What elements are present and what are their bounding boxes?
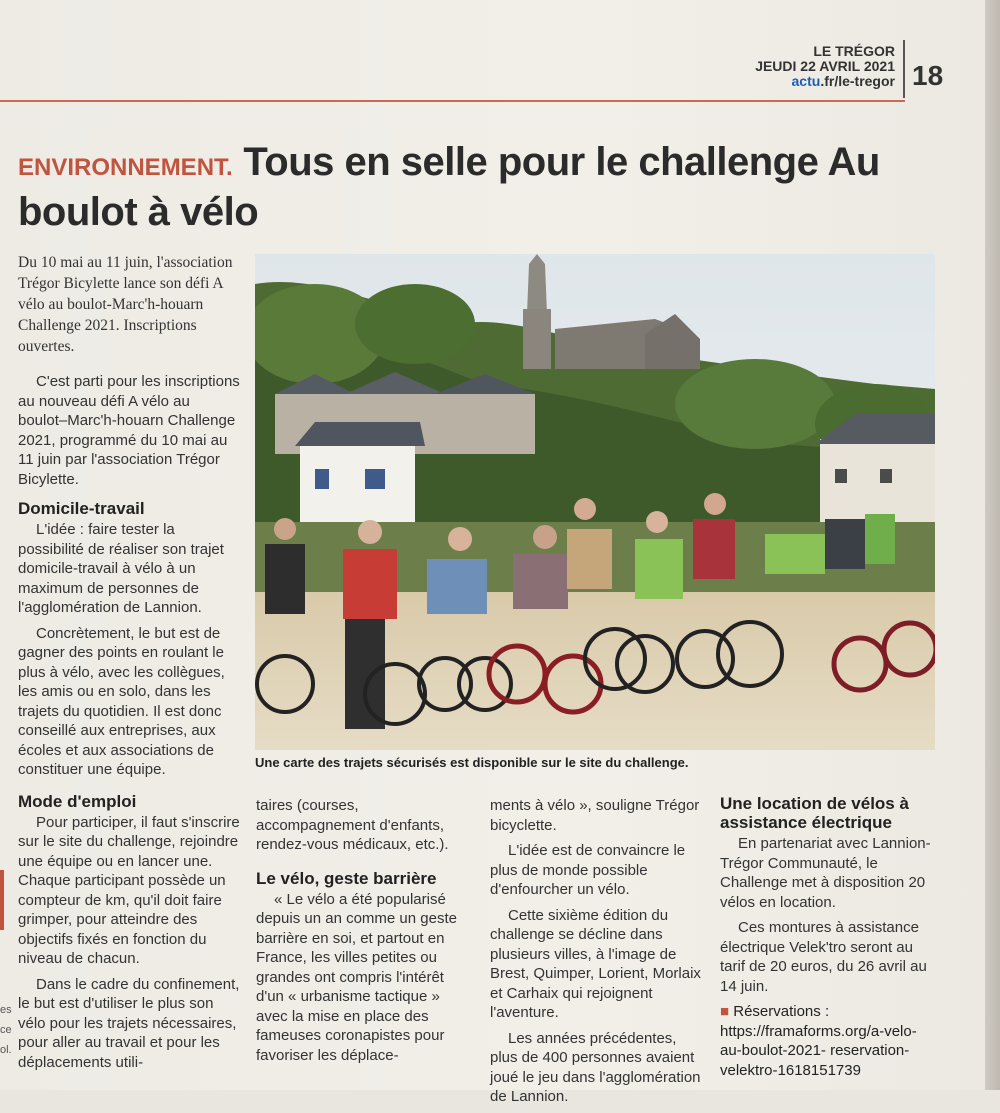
paragraph: Pour participer, il faut s'inscrire sur le site du challenge, rejoindre une équipe ou en lancer une. Chaque participant possède un compteur de km, qu'il doit faire grimper, pour atteindre des objectifs fixés en fonction du niveau de chacun. [18,813,240,967]
paragraph: L'idée est de convaincre le plus de monde possible d'enfourcher un vélo. [490,842,686,898]
left-margin-fragments [0,1000,12,1060]
section-heading-domicile: Domicile-travail [18,499,145,518]
header-rule [0,100,905,102]
margin-fragment: ce [0,1024,12,1036]
section-heading-geste: Le vélo, geste barrière [256,868,437,888]
margin-color-mark [0,870,4,930]
header-divider [903,40,905,98]
reservation-link[interactable] [720,1002,932,1080]
article-photo [255,254,935,750]
page-edge [985,0,1000,1090]
column-1 [18,372,240,1078]
site-path: .fr/le-tregor [820,73,895,89]
kicker: ENVIRONNEMENT. [18,154,233,181]
intro-paragraph: C'est parti pour les inscriptions au nouveau défi A vélo au boulot–Marc'h-houarn Challenge 2021, programmé du 10 mai au 11 juin par l'association Trégor Bicylette. [18,373,240,488]
reservation-text: Réservations : https://framaforms.org/a-velo-au-boulot-2021- reservation-velektro-1618151739 [720,1003,917,1079]
headline [18,140,958,234]
margin-fragment: es [0,1004,12,1016]
photo-caption: Une carte des trajets sécurisés est disponible sur le site du challenge. [255,755,689,770]
paragraph: ments à vélo », souligne Trégor bicyclette. [490,797,700,834]
brand-actu: actu [791,73,821,89]
column-3 [490,796,702,1113]
paragraph: L'idée : faire tester la possibilité de réaliser son trajet domicile-travail à vélo à un maximum de personnes de l'agglomération de Lannion. [18,521,224,616]
issue-date: JEUDI 22 AVRIL 2021 [755,58,895,74]
lede: Du 10 mai au 11 juin, l'association Trégor Bicylette lance son défi A vélo au boulot-Marc'h-houarn Challenge 2021. Inscriptions ouvertes. [18,254,233,355]
margin-fragment: ol. [0,1044,12,1056]
paragraph: Ces montures à assistance électrique Velek'tro seront au tarif de 20 euros, du 26 avril au 14 juin. [720,919,927,995]
paper-name: LE TRÉGOR [813,43,895,59]
page-number: 18 [912,60,944,91]
paragraph: Cette sixième édition du challenge se décline dans plusieurs villes, à l'image de Brest, Quimper, Lorient, Morlaix et Carhaix qui rejoignent l'aventure. [490,906,701,1021]
square-bullet-icon: ■ [720,1003,730,1020]
site-url [755,74,895,89]
paragraph: Dans le cadre du confinement, le but est d'utiliser le plus son vélo pour les trajets nécessaires, pour aller au travail et pour les déplacements utili- [18,975,240,1071]
section-heading-mode: Mode d'emploi [18,791,137,811]
page-header [755,44,895,89]
paragraph: Les années précédentes, plus de 400 personnes avaient joué le jeu dans l'agglomération de Lannion. [490,1029,701,1105]
paragraph: Concrètement, le but est de gagner des points en roulant le plus à vélo, avec les collègues, les amis ou en solo, dans les trajets du quotidien. Il est donc conseillé aux entreprises, aux écoles et aux associations de constituer une équipe. [18,624,225,778]
paragraph: En partenariat avec Lannion-Trégor Communauté, le Challenge met à disposition 20 vélos en location. [720,835,931,911]
title: Tous en selle pour le challenge Au boulot à vélo [18,140,880,234]
paragraph: taires (courses, accompagnement d'enfants, rendez-vous médicaux, etc.). [256,797,449,853]
column-4 [720,794,932,1086]
paragraph: « Le vélo a été popularisé depuis un an comme un geste barrière en soi, et partout en France, les villes petites ou grandes ont compris l'intérêt d'un « urbanisme tactique » avec la mise en place des fameuses coronapistes pour favoriser les déplace- [256,890,457,1064]
section-heading-location: Une location de vélos à assistance électrique [720,794,909,832]
column-2 [256,796,470,1071]
